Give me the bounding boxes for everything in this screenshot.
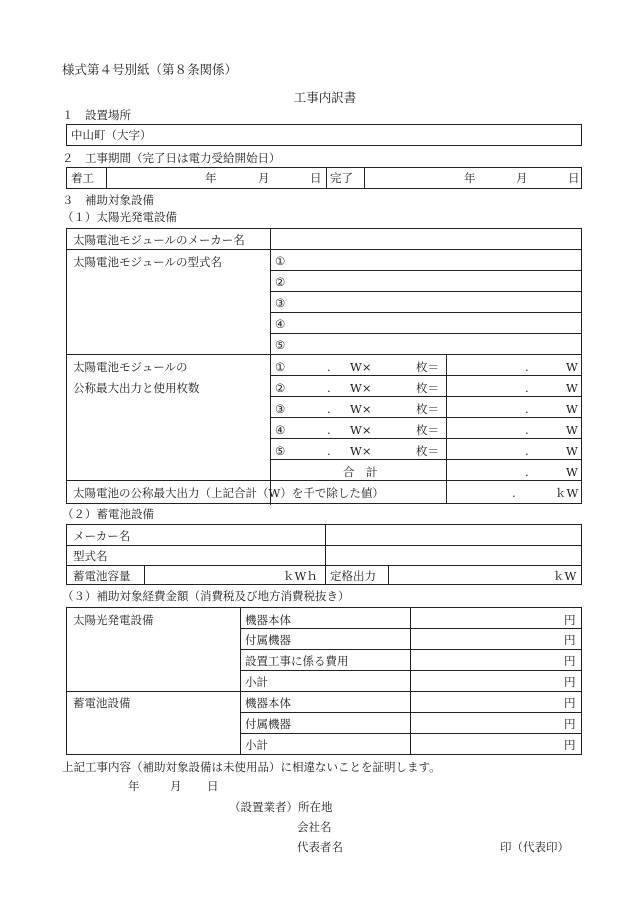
output-sheets-eq: 枚＝ (416, 423, 439, 437)
output-w-unit: W (566, 360, 578, 374)
divider (106, 168, 107, 188)
cost-solar-item-3: 設置工事に係る費用 (245, 654, 349, 668)
total-w-unit: W (566, 465, 578, 479)
cost-battery-label: 蓄電池設備 (73, 696, 131, 710)
solar-maker-label: 太陽電池モジュールのメーカー名 (73, 233, 245, 247)
yen-unit: 円 (564, 717, 576, 731)
output-dot: . (327, 402, 331, 416)
battery-equipment-table (66, 524, 582, 585)
battery-maker-label: メーカー名 (73, 529, 131, 543)
total-dot: . (525, 465, 529, 479)
output-w-unit: W (566, 423, 578, 437)
output-w-times: W× (350, 423, 372, 437)
footer-year-label: 年 (128, 779, 140, 793)
battery-kwh-unit: ｋWｈ (283, 569, 318, 583)
output-dot: . (525, 360, 529, 374)
output-sheets-eq: 枚＝ (416, 381, 439, 395)
footer-day-label: 日 (207, 779, 219, 793)
output-dot: . (327, 444, 331, 458)
section3-heading: ３ 補助対象設備 (62, 193, 154, 207)
output-w-unit: W (566, 381, 578, 395)
location-value: 中山町（大字） (71, 128, 152, 142)
construction-period-table (66, 167, 582, 189)
section1-heading: １ 設置場所 (62, 108, 131, 122)
solar-model-label: 太陽電池モジュールの型式名 (73, 255, 223, 269)
output-num-2: ② (275, 381, 286, 395)
yen-unit: 円 (564, 633, 576, 647)
output-num-5: ⑤ (275, 444, 286, 458)
max-output-label: 太陽電池の公称最大出力（上記合計（W）を千で除した値） (73, 486, 384, 500)
cost-heading: （３）補助対象経費金額（消費税及び地方消費税抜き） (62, 589, 350, 603)
output-num-1: ① (275, 360, 286, 374)
cost-solar-item-1: 機器本体 (245, 613, 291, 627)
output-dot: . (525, 444, 529, 458)
output-dot: . (525, 423, 529, 437)
output-num-4: ④ (275, 423, 286, 437)
yen-unit: 円 (564, 675, 576, 689)
model-num-5: ⑤ (275, 338, 286, 352)
start-year-label: 年 (205, 171, 217, 185)
output-sheets-eq: 枚＝ (416, 444, 439, 458)
output-dot: . (525, 402, 529, 416)
cost-solar-item-4: 小計 (245, 675, 268, 689)
representative-label: 代表者名 (297, 840, 343, 854)
model-num-1: ① (275, 254, 286, 268)
end-label: 完了 (330, 171, 353, 185)
location-field[interactable] (66, 124, 582, 146)
yen-unit: 円 (564, 738, 576, 752)
cost-battery-item-3: 小計 (245, 738, 268, 752)
output-label-line2: 公称最大出力と使用枚数 (73, 381, 200, 395)
cost-battery-item-2: 付属機器 (245, 717, 291, 731)
seal-label: 印（代表印） (500, 840, 569, 854)
divider (326, 168, 327, 188)
model-num-4: ④ (275, 317, 286, 331)
battery-capacity-label: 蓄電池容量 (73, 569, 131, 583)
total-label: 合 計 (343, 465, 378, 479)
certification-text: 上記工事内容（補助対象設備は未使用品）に相違ないことを証明します。 (62, 760, 441, 774)
document-title: 工事内訳書 (293, 90, 357, 105)
model-num-3: ③ (275, 296, 286, 310)
output-w-times: W× (350, 360, 372, 374)
start-month-label: 月 (258, 171, 270, 185)
output-w-unit: W (566, 444, 578, 458)
output-w-times: W× (350, 381, 372, 395)
battery-kw-unit: ｋW (553, 569, 577, 583)
solar-equipment-table (66, 228, 582, 504)
cost-solar-item-2: 付属機器 (245, 633, 291, 647)
output-w-unit: W (566, 402, 578, 416)
end-month-label: 月 (516, 171, 528, 185)
form-number: 様式第４号別紙（第８条関係） (62, 62, 238, 77)
max-output-kw-unit: ｋW (555, 486, 579, 500)
cost-battery-item-1: 機器本体 (245, 696, 291, 710)
output-dot: . (327, 360, 331, 374)
cost-solar-label: 太陽光発電設備 (73, 613, 154, 627)
end-year-label: 年 (464, 171, 476, 185)
end-day-label: 日 (568, 171, 580, 185)
output-num-3: ③ (275, 402, 286, 416)
output-sheets-eq: 枚＝ (416, 402, 439, 416)
max-output-dot: . (512, 486, 516, 500)
yen-unit: 円 (564, 696, 576, 710)
battery-model-label: 型式名 (73, 549, 108, 563)
cost-table (66, 607, 582, 755)
output-dot: . (327, 423, 331, 437)
output-sheets-eq: 枚＝ (416, 360, 439, 374)
company-name-label: 会社名 (297, 820, 332, 834)
start-label: 着工 (71, 171, 94, 185)
output-w-times: W× (350, 444, 372, 458)
section2-heading: ２ 工事期間（完了日は電力受給開始日） (62, 151, 281, 165)
battery-rated-label: 定格出力 (330, 569, 376, 583)
installer-address-label: （設置業者）所在地 (229, 800, 333, 814)
yen-unit: 円 (564, 654, 576, 668)
yen-unit: 円 (564, 613, 576, 627)
divider (364, 168, 365, 188)
solar-heading: （１）太陽光発電設備 (62, 210, 177, 224)
output-dot: . (327, 381, 331, 395)
output-label-line1: 太陽電池モジュールの (73, 360, 188, 374)
model-num-2: ② (275, 275, 286, 289)
output-w-times: W× (350, 402, 372, 416)
output-dot: . (525, 381, 529, 395)
start-day-label: 日 (310, 171, 322, 185)
battery-heading: （２）蓄電池設備 (62, 507, 154, 521)
footer-month-label: 月 (170, 779, 182, 793)
